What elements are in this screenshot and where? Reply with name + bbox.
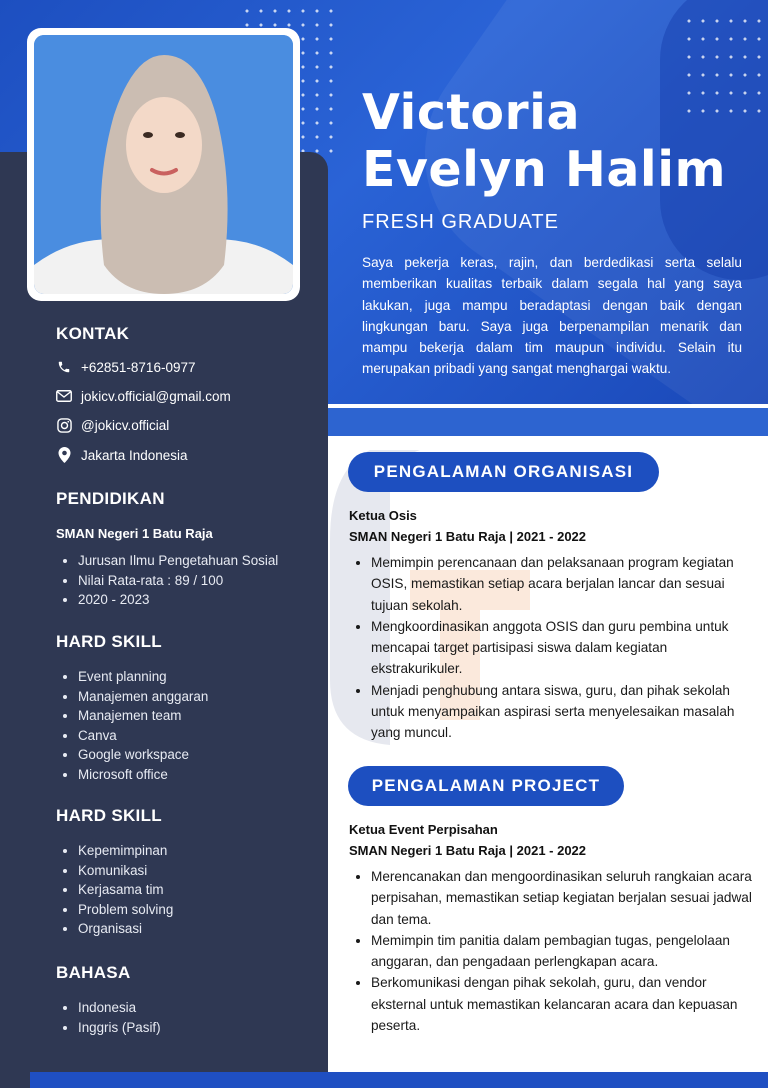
- list-item: • Manajemen team: [78, 706, 208, 726]
- email-text: jokicv.official@gmail.com: [81, 388, 231, 404]
- profile-photo: [34, 35, 293, 294]
- list-item: • Organisasi: [78, 919, 173, 939]
- project-list: [349, 866, 761, 1036]
- list-item: • Komunikasi: [78, 861, 173, 881]
- project-place: SMAN Negeri 1 Batu Raja | 2021 - 2022: [349, 843, 587, 858]
- hard-skill-list: [56, 667, 208, 784]
- language-heading: BAHASA: [56, 963, 131, 982]
- hard-skill-heading: HARD SKILL: [56, 632, 162, 651]
- footer-bar: [30, 1072, 768, 1088]
- list-item: • Berkomunikasi dengan pihak sekolah, guru, dan vendor eksternal untuk memastikan kelancaran acara dan kepuasan peserta.: [371, 972, 761, 1036]
- mail-icon: [56, 388, 72, 404]
- list-item: • Merencanakan dan mengoordinasikan seluruh rangkaian acara perpisahan, memastikan setiap kegiatan berjalan sesuai jadwal dan tema.: [371, 866, 761, 930]
- list-item: • 2020 - 2023: [78, 590, 278, 610]
- list-item: • Kerjasama tim: [78, 880, 173, 900]
- education-heading: PENDIDIKAN: [56, 489, 165, 508]
- list-item: • Problem solving: [78, 900, 173, 920]
- list-item: • Event planning: [78, 667, 208, 687]
- list-item: • Microsoft office: [78, 765, 208, 785]
- organization-list: [349, 552, 761, 744]
- phone-text: +62851-8716-0977: [81, 359, 196, 375]
- contact-location: [56, 445, 188, 465]
- profile-summary: Saya pekerja keras, rajin, dan berdedikasi serta selalu memberikan kualitas terbaik dalam segala hal yang saya lakukan, juga mampu beradaptasi dengan baik dengan lingkungan baru. Saya juga berpenampilan menarik dan mampu bekerja dalam tim maupun individu. Selain itu merupakan pribadi yang sangat menghargai waktu.: [362, 255, 742, 377]
- list-item: • Jurusan Ilmu Pengetahuan Sosial: [78, 551, 278, 571]
- contact-heading: KONTAK: [56, 324, 130, 343]
- contact-phone: [56, 357, 195, 377]
- list-item: • Menjadi penghubung antara siswa, guru, dan pihak sekolah untuk menyampaikan aspirasi serta menyelesaikan masalah yang muncul.: [371, 680, 761, 744]
- list-item: • Kepemimpinan: [78, 841, 173, 861]
- language-list: [56, 998, 161, 1037]
- project-heading-pill: PENGALAMAN PROJECT: [348, 766, 624, 806]
- list-item: • Mengkoordinasikan anggota OSIS dan guru pembina untuk mencapai target partisipasi siswa dalam kegiatan ekstrakurikuler.: [371, 616, 761, 680]
- list-item: • Indonesia: [78, 998, 161, 1018]
- list-item: • Google workspace: [78, 745, 208, 765]
- instagram-icon: [56, 417, 72, 433]
- location-text: Jakarta Indonesia: [81, 447, 188, 463]
- contact-email: [56, 386, 231, 406]
- name-line-2: Evelyn Halim: [362, 141, 727, 198]
- list-item: • Inggris (Pasif): [78, 1018, 161, 1038]
- avatar-illustration: [34, 35, 293, 294]
- project-title: Ketua Event Perpisahan: [349, 822, 498, 837]
- instagram-text: @jokicv.official: [81, 417, 170, 433]
- list-item: • Nilai Rata-rata : 89 / 100: [78, 571, 278, 591]
- education-list: [56, 551, 278, 610]
- list-item: • Manajemen anggaran: [78, 687, 208, 707]
- contact-instagram: [56, 415, 169, 435]
- list-item: • Canva: [78, 726, 208, 746]
- organization-title: Ketua Osis: [349, 508, 417, 523]
- list-item: • Memimpin tim panitia dalam pembagian tugas, pengelolaan anggaran, dan pengadaan perlengkapan acara.: [371, 930, 761, 973]
- soft-skill-list: [56, 841, 173, 939]
- soft-skill-heading: HARD SKILL: [56, 806, 162, 825]
- education-school: SMAN Negeri 1 Batu Raja: [56, 526, 213, 541]
- full-name: [362, 84, 752, 198]
- job-role: FRESH GRADUATE: [362, 211, 559, 233]
- list-item: • Memimpin perencanaan dan pelaksanaan program kegiatan OSIS, memastikan setiap acara berjalan lancar dan sesuai tujuan sekolah.: [371, 552, 761, 616]
- name-line-1: Victoria: [362, 84, 581, 141]
- phone-icon: [56, 359, 72, 375]
- location-pin-icon: [56, 447, 72, 463]
- organization-place: SMAN Negeri 1 Batu Raja | 2021 - 2022: [349, 529, 587, 544]
- organization-heading-pill: PENGALAMAN ORGANISASI: [348, 452, 659, 492]
